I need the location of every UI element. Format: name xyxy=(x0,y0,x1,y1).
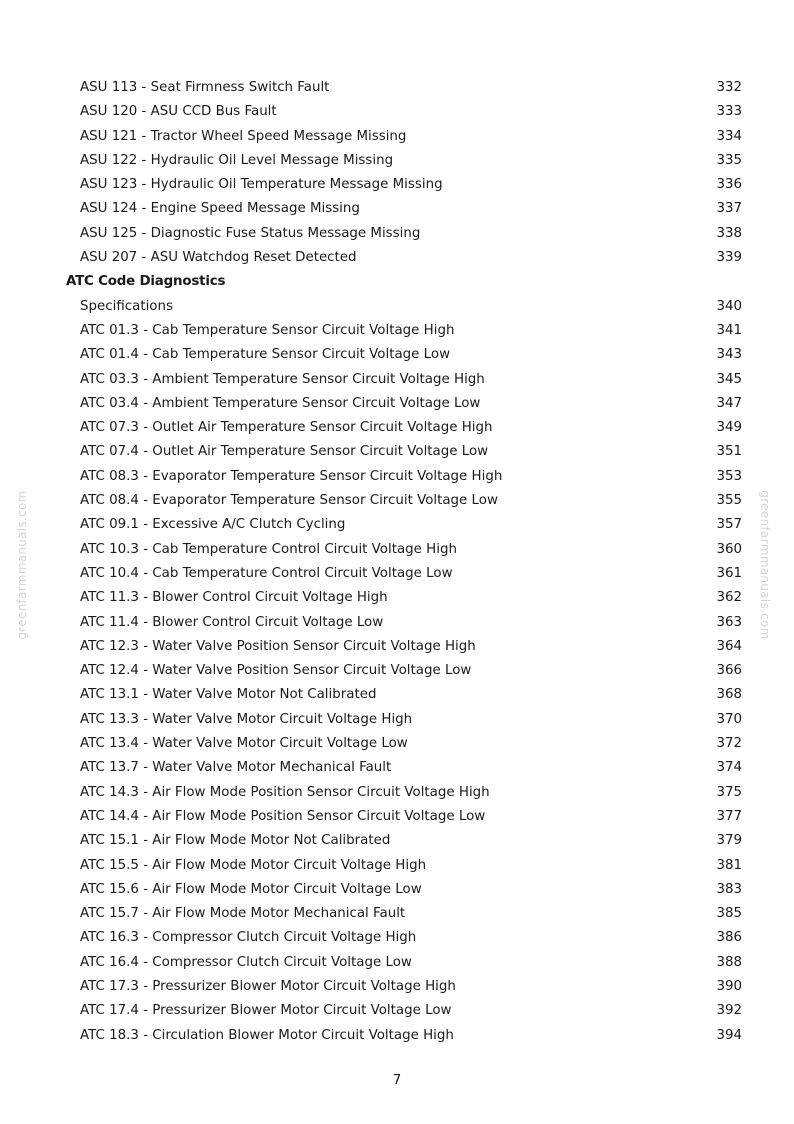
toc-entry-page-number: 372 xyxy=(716,736,742,752)
toc-entry[interactable] xyxy=(66,781,742,805)
toc-entry-title: ATC 12.3 - Water Valve Position Sensor Circuit Voltage High xyxy=(80,638,476,654)
toc-entry-page-number: 383 xyxy=(716,881,742,897)
toc-entry[interactable] xyxy=(66,878,742,902)
toc-entry-title: ATC 14.3 - Air Flow Mode Position Sensor Circuit Voltage High xyxy=(80,784,490,800)
toc-entry[interactable] xyxy=(66,368,742,392)
toc-entry-title: ATC 07.3 - Outlet Air Temperature Sensor Circuit Voltage High xyxy=(80,420,493,436)
toc-entry[interactable] xyxy=(66,76,742,100)
toc-entry[interactable] xyxy=(66,173,742,197)
toc-entry-page-number: 345 xyxy=(716,371,742,387)
toc-entry[interactable] xyxy=(66,926,742,950)
toc-entry[interactable] xyxy=(66,246,742,270)
toc-entry-page-number: 339 xyxy=(716,250,742,266)
toc-entry-page-number: 347 xyxy=(716,395,742,411)
toc-entry[interactable] xyxy=(66,683,742,707)
toc-entry-page-number: 336 xyxy=(716,177,742,193)
toc-entry-page-number: 374 xyxy=(716,760,742,776)
toc-entry[interactable] xyxy=(66,829,742,853)
toc-entry-page-number: 338 xyxy=(716,225,742,241)
toc-entry-title: ATC 13.1 - Water Valve Motor Not Calibrated xyxy=(80,687,377,703)
toc-entry[interactable] xyxy=(66,562,742,586)
toc-entry-title: ATC 03.4 - Ambient Temperature Sensor Circuit Voltage Low xyxy=(80,395,481,411)
toc-entry-page-number: 394 xyxy=(716,1027,742,1043)
toc-entry-page-number: 388 xyxy=(716,954,742,970)
section-heading-title: ATC Code Diagnostics xyxy=(66,274,226,290)
toc-entry-title: ATC 13.3 - Water Valve Motor Circuit Voltage High xyxy=(80,711,413,727)
toc-entry-page-number: 340 xyxy=(716,298,742,314)
toc-entry-page-number: 351 xyxy=(716,444,742,460)
toc-entry-title: ASU 125 - Diagnostic Fuse Status Message Missing xyxy=(80,225,421,241)
toc-entry-page-number: 333 xyxy=(716,104,742,120)
toc-entry-title: ATC 11.3 - Blower Control Circuit Voltage High xyxy=(80,590,388,606)
toc-entry[interactable] xyxy=(66,440,742,464)
toc-entry-title: ATC 01.4 - Cab Temperature Sensor Circuit Voltage Low xyxy=(80,347,451,363)
toc-entry[interactable] xyxy=(66,222,742,246)
toc-entry-title: ATC 15.1 - Air Flow Mode Motor Not Calibrated xyxy=(80,833,391,849)
toc-entry-page-number: 363 xyxy=(716,614,742,630)
toc-entry[interactable] xyxy=(66,805,742,829)
toc-entry[interactable] xyxy=(66,902,742,926)
toc-entry-title: ATC 08.3 - Evaporator Temperature Sensor Circuit Voltage High xyxy=(80,468,503,484)
toc-entry[interactable] xyxy=(66,392,742,416)
toc-entry-page-number: 357 xyxy=(716,517,742,533)
toc-entry-title: ATC 15.6 - Air Flow Mode Motor Circuit Voltage Low xyxy=(80,881,422,897)
toc-entry[interactable] xyxy=(66,513,742,537)
toc-entry-title: ASU 120 - ASU CCD Bus Fault xyxy=(80,104,277,120)
toc-entry-title: ATC 17.3 - Pressurizer Blower Motor Circuit Voltage High xyxy=(80,978,456,994)
toc-entry[interactable] xyxy=(66,197,742,221)
toc-section-heading xyxy=(66,270,742,294)
toc-entry-page-number: 361 xyxy=(716,565,742,581)
toc-entry[interactable] xyxy=(66,295,742,319)
page-number: 7 xyxy=(392,1073,402,1088)
toc-entry-page-number: 377 xyxy=(716,808,742,824)
toc-entry-title: ATC 16.4 - Compressor Clutch Circuit Voltage Low xyxy=(80,954,412,970)
toc-entry-page-number: 332 xyxy=(716,80,742,95)
toc-entry-page-number: 390 xyxy=(716,978,742,994)
toc-entry[interactable] xyxy=(66,319,742,343)
watermark-right: greenfarmmanuals.com xyxy=(758,490,772,640)
toc-entry[interactable] xyxy=(66,975,742,999)
toc-entry-title: ATC 13.7 - Water Valve Motor Mechanical Fault xyxy=(80,760,392,776)
toc-entry[interactable] xyxy=(66,659,742,683)
toc-entry-page-number: 334 xyxy=(716,128,742,144)
toc-entry[interactable] xyxy=(66,1024,742,1048)
toc-entry-title: ASU 123 - Hydraulic Oil Temperature Message Missing xyxy=(80,177,443,193)
toc-entry-title: ATC 13.4 - Water Valve Motor Circuit Voltage Low xyxy=(80,736,408,752)
toc-entry[interactable] xyxy=(66,756,742,780)
toc-entry-page-number: 341 xyxy=(716,322,742,338)
toc-entry-title: ATC 07.4 - Outlet Air Temperature Sensor Circuit Voltage Low xyxy=(80,444,489,460)
toc-entry-page-number: 370 xyxy=(716,711,742,727)
table-of-contents xyxy=(66,76,742,1048)
toc-entry[interactable] xyxy=(66,732,742,756)
toc-entry-title: ASU 122 - Hydraulic Oil Level Message Missing xyxy=(80,152,394,168)
toc-entry[interactable] xyxy=(66,586,742,610)
toc-entry-page-number: 337 xyxy=(716,201,742,217)
toc-entry-page-number: 360 xyxy=(716,541,742,557)
toc-entry-page-number: 368 xyxy=(716,687,742,703)
toc-entry-title: ATC 16.3 - Compressor Clutch Circuit Voltage High xyxy=(80,930,417,946)
toc-entry-title: ATC 17.4 - Pressurizer Blower Motor Circuit Voltage Low xyxy=(80,1003,452,1019)
toc-entry[interactable] xyxy=(66,489,742,513)
toc-entry-page-number: 364 xyxy=(716,638,742,654)
toc-entry-title: ATC 10.4 - Cab Temperature Control Circuit Voltage Low xyxy=(80,565,453,581)
toc-entry-title: ASU 124 - Engine Speed Message Missing xyxy=(80,201,360,217)
toc-entry-page-number: 349 xyxy=(716,420,742,436)
toc-entry-title: Specifications xyxy=(80,298,173,314)
toc-entry-page-number: 335 xyxy=(716,152,742,168)
toc-entry-page-number: 386 xyxy=(716,930,742,946)
toc-entry-title: ASU 121 - Tractor Wheel Speed Message Missing xyxy=(80,128,407,144)
toc-entry[interactable] xyxy=(66,538,742,562)
toc-entry-page-number: 385 xyxy=(716,906,742,922)
toc-entry-title: ATC 15.5 - Air Flow Mode Motor Circuit Voltage High xyxy=(80,857,427,873)
toc-entry-title: ATC 15.7 - Air Flow Mode Motor Mechanical Fault xyxy=(80,906,406,922)
toc-entry[interactable] xyxy=(66,465,742,489)
toc-entry[interactable] xyxy=(66,611,742,635)
toc-entry[interactable] xyxy=(66,149,742,173)
toc-entry[interactable] xyxy=(66,416,742,440)
toc-entry-title: ASU 113 - Seat Firmness Switch Fault xyxy=(80,80,330,95)
toc-entry-page-number: 379 xyxy=(716,833,742,849)
toc-entry[interactable] xyxy=(66,635,742,659)
toc-entry-page-number: 366 xyxy=(716,663,742,679)
toc-entry[interactable] xyxy=(66,343,742,367)
toc-entry-title: ATC 10.3 - Cab Temperature Control Circuit Voltage High xyxy=(80,541,457,557)
toc-entry[interactable] xyxy=(66,125,742,149)
toc-entry-title: ATC 01.3 - Cab Temperature Sensor Circuit Voltage High xyxy=(80,322,455,338)
toc-entry-title: ATC 03.3 - Ambient Temperature Sensor Circuit Voltage High xyxy=(80,371,485,387)
toc-entry-title: ATC 08.4 - Evaporator Temperature Sensor Circuit Voltage Low xyxy=(80,493,498,509)
toc-entry-title: ATC 09.1 - Excessive A/C Clutch Cycling xyxy=(80,517,346,533)
toc-entry-title: ATC 14.4 - Air Flow Mode Position Sensor Circuit Voltage Low xyxy=(80,808,486,824)
toc-entry-title: ATC 11.4 - Blower Control Circuit Voltage Low xyxy=(80,614,384,630)
toc-entry[interactable] xyxy=(66,951,742,975)
toc-entry-page-number: 375 xyxy=(716,784,742,800)
watermark-left: greenfarmmanuals.com xyxy=(15,490,29,640)
toc-entry-page-number: 381 xyxy=(716,857,742,873)
toc-entry-page-number: 392 xyxy=(716,1003,742,1019)
toc-entry-title: ATC 18.3 - Circulation Blower Motor Circuit Voltage High xyxy=(80,1027,454,1043)
toc-entry[interactable] xyxy=(66,708,742,732)
toc-entry-page-number: 343 xyxy=(716,347,742,363)
toc-entry-title: ASU 207 - ASU Watchdog Reset Detected xyxy=(80,250,357,266)
toc-entry-page-number: 353 xyxy=(716,468,742,484)
toc-entry[interactable] xyxy=(66,999,742,1023)
toc-entry-page-number: 362 xyxy=(716,590,742,606)
toc-entry-page-number: 355 xyxy=(716,493,742,509)
toc-entry-title: ATC 12.4 - Water Valve Position Sensor Circuit Voltage Low xyxy=(80,663,472,679)
toc-entry[interactable] xyxy=(66,854,742,878)
toc-entry[interactable] xyxy=(66,100,742,124)
